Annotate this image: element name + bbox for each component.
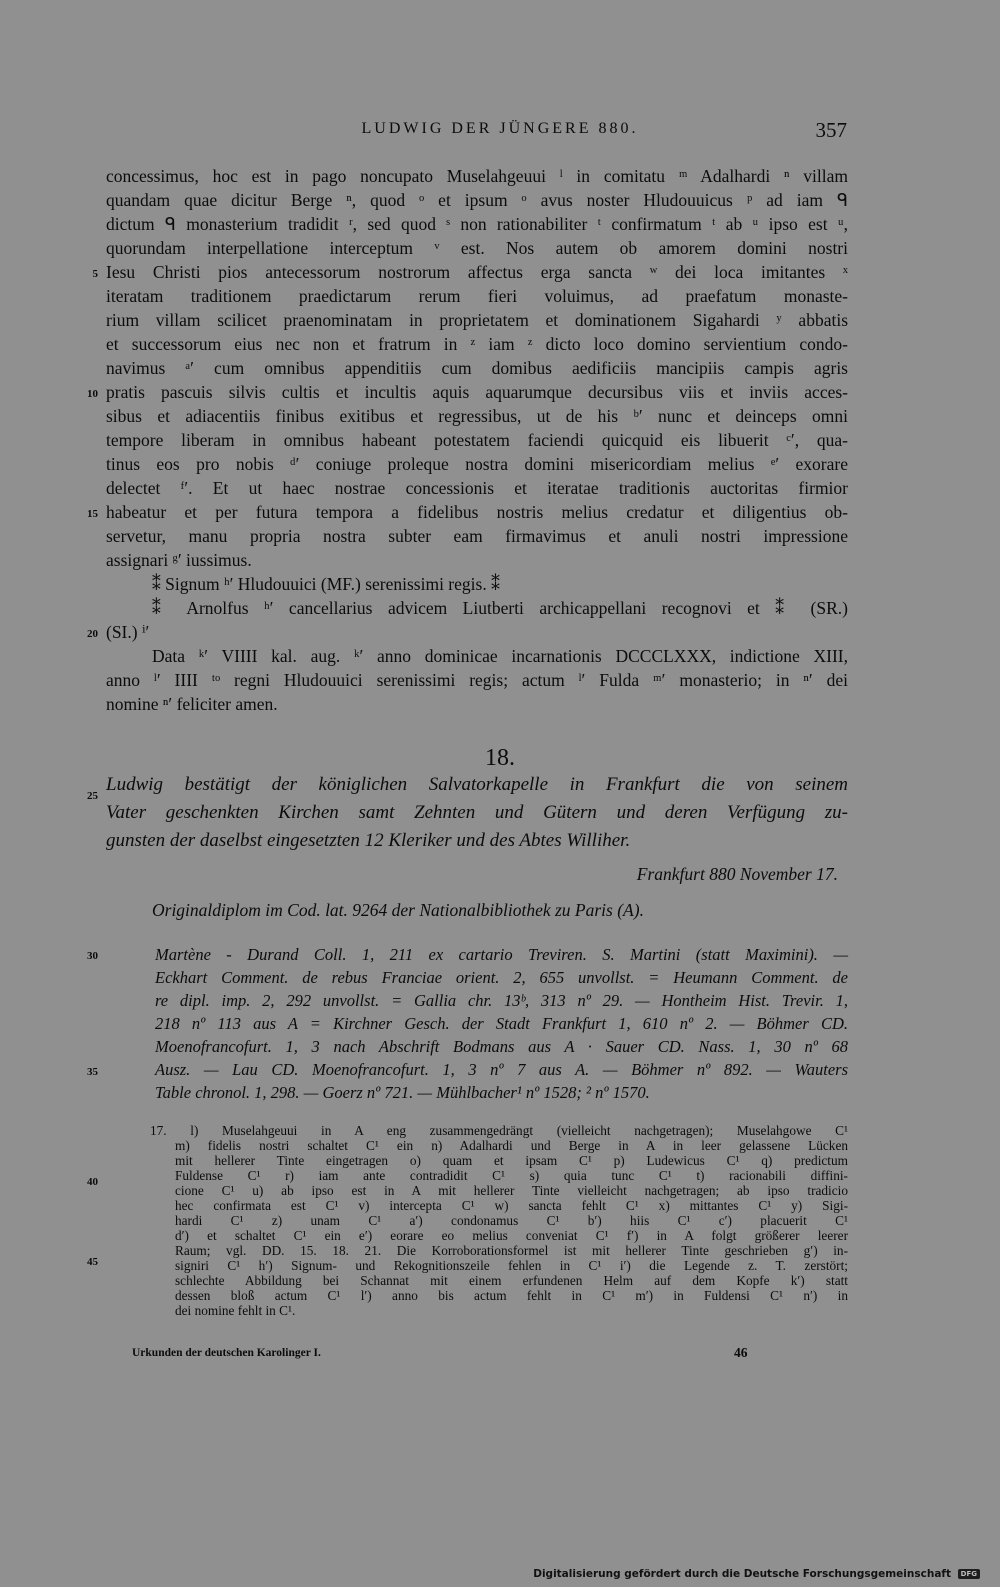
note-line: signiri C¹ h′) Signum- und Rekognitionszeile fehlen in C¹ i′) die Legende z. T. zerstört;	[175, 1258, 848, 1273]
note-line: Raum; vgl. DD. 15. 18. 21. Die Korroborationsformel ist mit hellerer Tinte geschrieben g′) in-	[175, 1243, 848, 1258]
literature-line: Moenofrancofurt. 1, 3 nach Abschrift Bodmans aus A · Sauer CD. Nass. 1, 30 nº 68	[155, 1037, 848, 1056]
margin-line-number: 20	[87, 628, 98, 640]
note-line: 17. l) Muselahgeuui in A eng zusammengedrängt (vielleicht nachgetragen); Muselahgowe C¹	[150, 1123, 848, 1138]
literature-line: Table chronol. 1, 298. — Goerz nº 721. — Mühlbacher¹ nº 1528; ² nº 1570.	[155, 1083, 650, 1102]
note-line: Fuldense C¹ r) iam ante contradidit C¹ s) quia tunc C¹ t) racionabili diffini-	[175, 1168, 848, 1183]
margin-line-number: 40	[87, 1176, 98, 1188]
dfg-logo: DFG	[958, 1569, 980, 1579]
dating-line: nomine ⁿ′ feliciter amen.	[106, 694, 278, 714]
literature-line: re dipl. imp. 2, 292 unvollst. = Gallia chr. 13ᵇ, 313 nº 29. — Hontheim Hist. Trevir. 1,	[155, 991, 848, 1010]
note-line: m) fidelis nostri schaltet C¹ ein n) Adalhardi und Berge in A in leer gelassene Lücken	[175, 1138, 848, 1153]
margin-line-number: 5	[92, 268, 98, 280]
regest-line: Vater geschenkten Kirchen samt Zehnten und Gütern und deren Verfügung zu-	[106, 802, 848, 823]
body-line: servetur, manu propria nostra subter eam firmavimus et anuli nostri impressione	[106, 526, 848, 546]
margin-line-number: 25	[87, 790, 98, 802]
body-line: rium villam scilicet praenominatam in proprietatem et dominationem Sigahardi ʸ abbatis	[106, 310, 848, 330]
body-line: sibus et adiacentiis finibus exitibus et regressibus, ut de his ᵇ′ nunc et deinceps omni	[106, 406, 848, 426]
body-line: et successorum eius nec non et fratrum in ᶻ iam ᶻ dicto loco domino servientium condo-	[106, 334, 848, 354]
original-source: Originaldiplom im Cod. lat. 9264 der Nationalbibliothek zu Paris (A).	[152, 900, 644, 920]
literature-line: 218 nº 113 aus A = Kirchner Gesch. der Stadt Frankfurt 1, 610 nº 2. — Böhmer CD.	[155, 1014, 848, 1033]
body-line: delectet ᶠ′. Et ut haec nostrae concessionis et iteratae traditionis auctoritas firmior	[106, 478, 848, 498]
body-line: tinus eos pro nobis ᵈ′ coniuge proleque nostra domini misericordiam melius ᵉ′ exorare	[106, 454, 848, 474]
dating-line: anno ˡ′ IIII ᵗᵒ regni Hludouuici serenissimi regis; actum ˡ′ Fulda ᵐ′ monasterio; in ⁿ′ dei	[106, 670, 848, 690]
note-line: schlechte Abbildung bei Schannat mit einem erfundenen Helm auf dem Kopfe k′) statt	[175, 1273, 848, 1288]
body-line: navimus ᵃ′ cum omnibus appenditiis cum domibus aedificiis mancipiis campis agris	[106, 358, 848, 378]
margin-line-number: 45	[87, 1256, 98, 1268]
body-line: concessimus, hoc est in pago noncupato Muselahgeuui ˡ in comitatu ᵐ Adalhardi ⁿ villam	[106, 166, 848, 186]
running-title: LUDWIG DER JÜNGERE 880.	[361, 120, 639, 137]
dating-line: Data ᵏ′ VIIII kal. aug. ᵏ′ anno dominicae incarnationis DCCCLXXX, indictione XIII,	[152, 646, 848, 666]
series-title: Urkunden der deutschen Karolinger I.	[132, 1347, 321, 1359]
note-line: dei nomine fehlt in C¹.	[175, 1303, 296, 1318]
regest-line: gunsten der daselbst eingesetzten 12 Kleriker und des Abtes Williher.	[106, 830, 631, 851]
body-line: pratis pascuis silvis cultis et incultis aquis aquarumque decursibus viis et inviis acces-	[106, 382, 848, 402]
margin-line-number: 30	[87, 950, 98, 962]
literature-line: Ausz. — Lau CD. Moenofrancofurt. 1, 3 nº 7 aus A. — Böhmer nº 892. — Wauters	[155, 1060, 848, 1079]
margin-line-number: 15	[87, 508, 98, 520]
body-line: assignari ᵍ′ iussimus.	[106, 550, 252, 570]
digitization-credit	[533, 1568, 980, 1580]
seal-line: (SI.) ⁱ′	[106, 622, 150, 642]
note-line: d′) et schaltet C¹ ein e′) eorare eo melius conveniat C¹ f′) in A folgt größerer leerer	[175, 1228, 848, 1243]
body-line: tempore liberam in omnibus habeant potestatem faciendi quicquid eis libuerit ᶜ′, qua-	[106, 430, 848, 450]
margin-line-number: 35	[87, 1066, 98, 1078]
page-number: 357	[815, 118, 847, 142]
literature-line: Eckhart Comment. de rebus Franciae orient. 2, 655 unvollst. = Heumann Comment. de	[155, 968, 848, 987]
place-and-date: Frankfurt 880 November 17.	[636, 864, 838, 884]
recognition-line: ⁑ Arnolfus ʰ′ cancellarius advicem Liutberti archicappellani recognovi et ⁑ (SR.)	[152, 598, 848, 618]
signum-line: ⁑ Signum ʰ′ Hludouuici (MF.) serenissimi regis. ⁑	[152, 574, 500, 594]
note-line: hardi C¹ z) unam C¹ a′) condonamus C¹ b′) hiis C¹ c′) placuerit C¹	[175, 1213, 848, 1228]
regest-line: Ludwig bestätigt der königlichen Salvatorkapelle in Frankfurt die von seinem	[106, 774, 848, 795]
note-line: hec confirmata est C¹ v) intercepta C¹ w) sancta fehlt C¹ x) mittantes C¹ y) Sigi-	[175, 1198, 848, 1213]
body-line: Iesu Christi pios antecessorum nostrorum affectus erga sancta ʷ dei loca imitantes ˣ	[106, 262, 848, 282]
margin-line-number: 10	[87, 388, 98, 400]
body-line: iteratam traditionem praedictarum rerum fieri voluimus, ad praefatum monaste-	[106, 286, 848, 306]
note-line: mit hellerer Tinte eingetragen o) quam et ipsam C¹ p) Ludewicus C¹ q) predictum	[175, 1153, 848, 1168]
body-line: quorundam interpellatione interceptum ᵛ est. Nos autem ob amorem domini nostri	[106, 238, 848, 258]
body-line: quandam quae dicitur Berge ⁿ, quod ᵒ et ipsum ᵒ avus noster Hludouuicus ᵖ ad iam ᑫ	[106, 190, 848, 210]
note-line: cione C¹ u) ab ipso est in A mit hellerer Tinte vielleicht nachgetragen; ab ipso tradicio	[175, 1183, 848, 1198]
literature-line: Martène - Durand Coll. 1, 211 ex cartario Treviren. S. Martini (statt Maximini). —	[155, 945, 848, 964]
note-line: dessen bloß actum C¹ l′) anno bis actum fehlt in C¹ m′) in Fuldensi C¹ n′) in	[175, 1288, 848, 1303]
printer-signature: 46	[734, 1345, 748, 1360]
credit-text: Digitalisierung gefördert durch die Deutsche Forschungsgemeinschaft	[533, 1568, 951, 1580]
document-number: 18.	[485, 745, 515, 771]
body-line: habeatur et per futura tempora a fidelibus nostris melius credatur et diligentius ob-	[106, 502, 848, 522]
body-line: dictum ᑫ monasterium tradidit ʳ, sed quod ˢ non rationabiliter ᵗ confirmatum ᵗ ab ᵘ ipso est ᵘ,	[106, 214, 848, 234]
